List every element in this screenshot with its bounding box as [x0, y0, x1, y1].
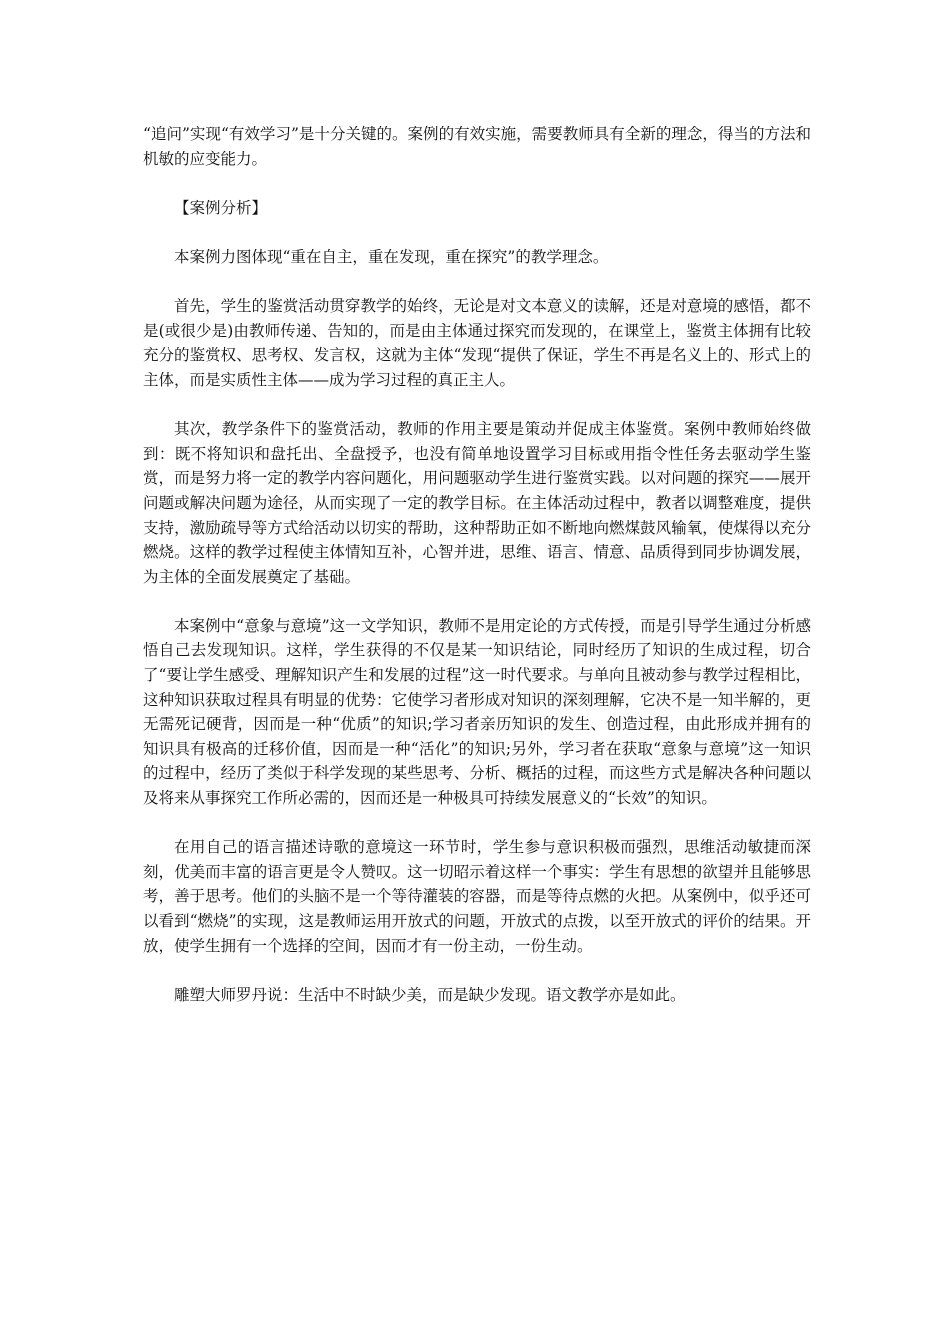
- spacer: [143, 589, 811, 614]
- paragraph-4: 本案例中“意象与意境”这一文学知识，教师不是用定论的方式传授，而是引导学生通过分析感悟自己去发现知识。这样，学生获得的不仅是某一知识结论，同时经历了知识的生成过程，切合了“要让学生感受、理解知识产生和发展的过程”这一时代要求。与单向且被动参与教学过程相比，这种知识获取过程具有明显的优势：它使学习者形成对知识的深刻理解，它决不是一知半解的，更无需死记硬背，因而是一种“优质”的知识;学习者亲历知识的发生、创造过程，由此形成并拥有的知识具有极高的迁移价值，因而是一种“活化”的知识;另外，学习者在获取“意象与意境”这一知识的过程中，经历了类似于科学发现的某些思考、分析、概括的过程，而这些方式是解决各种问题以及将来从事探究工作所必需的，因而还是一种极具可持续发展意义的“长效”的知识。: [143, 616, 811, 808]
- spacer: [143, 220, 811, 245]
- paragraph-1: 本案例力图体现“重在自主，重在发现，重在探究”的教学理念。: [174, 247, 609, 266]
- document-page: [143, 122, 811, 1007]
- spacer: [143, 270, 811, 295]
- spacer: [143, 171, 811, 196]
- spacer: [143, 393, 811, 418]
- paragraph-5: 在用自己的语言描述诗歌的意境这一环节时，学生参与意识积极而强烈，思维活动敏捷而深刻，优美而丰富的语言更是令人赞叹。这一切昭示着这样一个事实：学生有思想的欲望并且能够思考，善于思考。他们的头脑不是一个等待灌装的容器，而是等待点燃的火把。从案例中，似乎还可以看到“燃烧”的实现，这是教师运用开放式的问题，开放式的点拨，以至开放式的评价的结果。开放，使学生拥有一个选择的空间，因而才有一份主动，一份生动。: [143, 838, 811, 955]
- section-heading: 【案例分析】: [174, 198, 268, 217]
- spacer: [143, 811, 811, 836]
- paragraph-3: 其次，教学条件下的鉴赏活动，教师的作用主要是策动并促成主体鉴赏。案例中教师始终做到：既不将知识和盘托出、全盘授予，也没有简单地设置学习目标或用指令性任务去驱动学生鉴赏，而是努力将一定的教学内容问题化，用问题驱动学生进行鉴赏实践。以对问题的探究——展开问题或解决问题为途径，从而实现了一定的教学目标。在主体活动过程中，教者以调整难度，提供支持，激励疏导等方式给活动以切实的帮助，这种帮助正如不断地向燃煤鼓风输氧，使煤得以充分燃烧。这样的教学过程使主体情知互补，心智并进，思维、语言、情意、品质得到同步协调发展，为主体的全面发展奠定了基础。: [143, 420, 811, 586]
- intro-paragraph: “追问”实现“有效学习”是十分关键的。案例的有效实施，需要教师具有全新的理念，得当的方法和机敏的应变能力。: [143, 125, 811, 168]
- paragraph-6: 雕塑大师罗丹说：生活中不时缺少美，而是缺少发现。语文教学亦是如此。: [174, 985, 686, 1004]
- spacer: [143, 958, 811, 983]
- paragraph-2: 首先，学生的鉴赏活动贯穿教学的始终，无论是对文本意义的读解，还是对意境的感悟，都不是(或很少是)由教师传递、告知的，而是由主体通过探究而发现的，在课堂上，鉴赏主体拥有比较充分的鉴赏权、思考权、发言权，这就为主体“发现“提供了保证，学生不再是名义上的、形式上的主体，而是实质性主体——成为学习过程的真正主人。: [143, 297, 811, 389]
